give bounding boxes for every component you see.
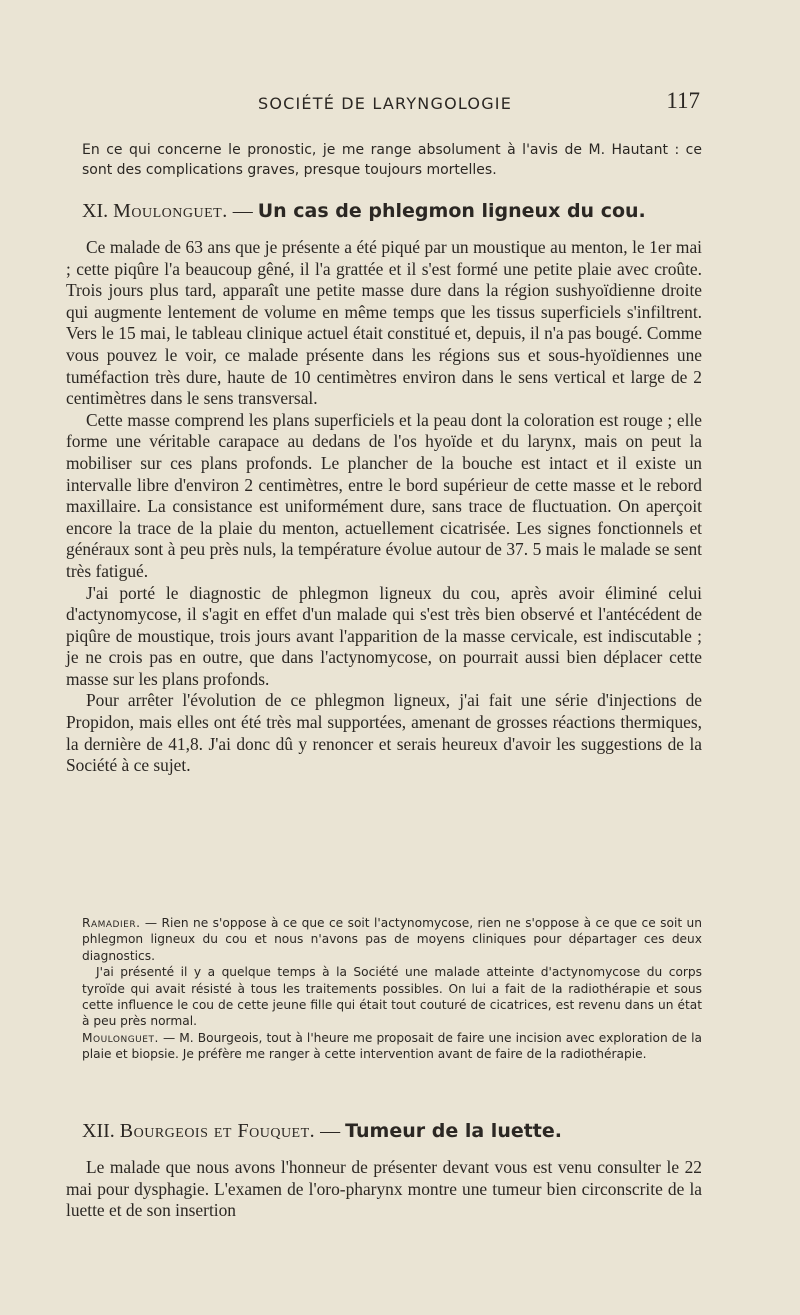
section-xii-heading: [82, 1120, 707, 1143]
discussion-block: [82, 915, 702, 1063]
discussion-ramadier-2: J'ai présenté il y a quelque temps à la Société une malade atteinte d'actynomycose du corps tyroïde qui avait résisté à tous les traitements possibles. On lui a fait de la radiothérapie et sous cette influence le cou de cette jeune fille qui était tout couturé de cicatrices, est revenu dans un état à peu près normal.: [82, 965, 702, 1029]
section-xi-paragraph: J'ai porté le diagnostic de phlegmon ligneux du cou, après avoir éliminé celui d'actynomycose, il s'agit en effet d'un malade qui s'est très bien observé et l'antécédent de piqûre de moustique, trois jours avant l'apparition de la masse cervicale, est indiscutable ; je ne crois pas en outre, que dans l'actynomycose, on pourrait aussi bien déplacer cette masse sur les plans profonds.: [66, 582, 702, 689]
section-xii-paragraph: Le malade que nous avons l'honneur de présenter devant vous est venu consulter le 22 mai pour dysphagie. L'examen de l'oro-pharynx montre une tumeur bien circonscrite de la luette et de son insertion: [66, 1157, 702, 1221]
discussion-ramadier: [82, 915, 702, 964]
section-xi-paragraph: Ce malade de 63 ans que je présente a été piqué par un moustique au menton, le 1er mai ; cette piqûre l'a beaucoup gêné, il l'a grattée et il s'est formé une petite plaie avec croûte. Trois jours plus tard, apparaît une petite masse dure dans la région sushyoïdienne droite qui augmente lentement de volume en même temps que les tissus superficiels s'infiltrent. Vers le 15 mai, le tableau clinique actuel était constitué et, depuis, il n'a pas bougé. Comme vous pouvez le voir, ce malade présente dans les régions sus et sous-hyoïdiennes une tuméfaction très dure, haute de 10 centimètres environ dans le sens vertical et large de 2 centimètres dans le sens transversal.: [66, 237, 702, 409]
section-xi-dash: —: [232, 200, 253, 222]
section-xi-title: Un cas de phlegmon ligneux du cou.: [257, 200, 646, 222]
discussion-moulonguet-text: — M. Bourgeois, tout à l'heure me proposait de faire une incision avec exploration de la plaie et biopsie. Je préfère me ranger à cette intervention avant de faire de la radiothérapie.: [82, 1030, 702, 1062]
running-title: SOCIÉTÉ DE LARYNGOLOGIE: [257, 94, 513, 113]
section-xii-title: Tumeur de la luette.: [345, 1120, 562, 1142]
section-xi-paragraph: Cette masse comprend les plans superficiels et la peau dont la coloration est rouge ; elle forme une véritable carapace au dedans de l'os hyoïde et du larynx, mais on peut la mobiliser sur ces plans profonds. Le plancher de la bouche est intact et il existe un intervalle libre d'environ 2 centimètres, entre le bord supérieur de cette masse et le rebord maxillaire. La consistance est uniformément dure, sans trace de fluctuation. On aperçoit encore la trace de la plaie du menton, actuellement cicatrisée. Les signes fonctionnels et généraux sont à peu près nuls, la température évolue autour de 37. 5 mais le malade se sent très fatigué.: [66, 409, 702, 581]
page-header: [66, 88, 704, 118]
section-xi-author: Moulonguet.: [113, 200, 228, 222]
discussant-name-ramadier: Ramadier.: [82, 916, 141, 930]
section-xii-author: Bourgeois et Fouquet.: [119, 1120, 316, 1142]
section-xi-heading: [82, 200, 707, 223]
discussant-name-moulonguet: Moulonguet.: [82, 1030, 159, 1045]
section-xi-paragraph: Pour arrêter l'évolution de ce phlegmon ligneux, j'ai fait une série d'injections de Propidon, mais elles ont été très mal supportées, amenant de grosses réactions thermiques, la dernière de 41,8. J'ai donc dû y renoncer et serais heureux d'avoir les suggestions de la Société à ce sujet.: [66, 690, 702, 776]
intro-paragraph: [82, 140, 702, 180]
section-xii-body: [66, 1157, 702, 1222]
discussion-ramadier-text: — Rien ne s'oppose à ce que ce soit l'actynomycose, rien ne s'oppose à ce que ce soit un phlegmon ligneux du cou et nous n'avons pas de moyens cliniques pour départager ces deux diagnostics.: [82, 916, 702, 963]
section-xi-numeral: XI.: [82, 200, 109, 222]
section-xii-dash: —: [320, 1120, 341, 1142]
section-xii-numeral: XII.: [82, 1120, 115, 1142]
section-xi-body: [66, 237, 702, 777]
intro-text: En ce qui concerne le pronostic, je me range absolument à l'avis de M. Hautant : ce sont des complications graves, presque toujours mortelles.: [82, 142, 702, 178]
page-number: 117: [666, 88, 700, 113]
discussion-moulonguet: [82, 1030, 702, 1063]
